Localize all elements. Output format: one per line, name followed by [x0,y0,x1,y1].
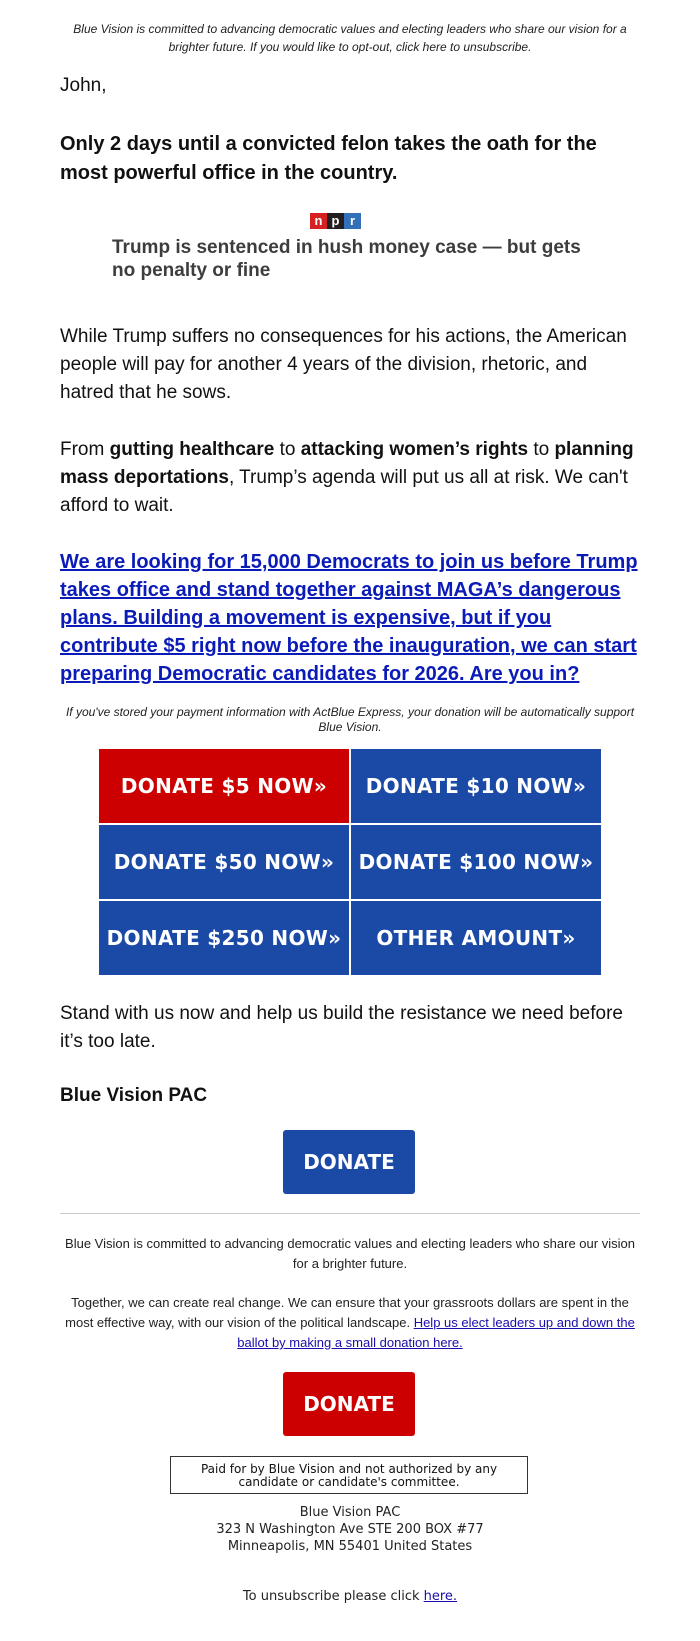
npr-logo [310,213,361,229]
actblue-note: If you've stored your payment information with ActBlue Express, your donation will be automatically support Blue Vision. [65,705,635,734]
footer-change-text [60,1293,640,1353]
para2-text3: to [528,439,555,460]
donate-50-button[interactable]: DONATE $50 NOW» [99,825,349,899]
greeting: John, [60,75,107,96]
footer-change-body: Together, we can create real change. We can ensure that your grassroots dollars are spent in the most effective way, with our vision of the political landscape. [65,1295,629,1330]
donate-10-button[interactable]: DONATE $10 NOW» [351,749,601,823]
other-amount-button[interactable]: OTHER AMOUNT» [351,901,601,975]
unsubscribe-link[interactable]: here. [423,1589,458,1604]
npr-logo-p: p [327,213,344,229]
paragraph-consequences: While Trump suffers no consequences for his actions, the American people will pay for another 4 years of the division, rhetoric, and hatred that he sows. [60,326,627,403]
npr-logo-n: n [310,213,327,229]
headline: Only 2 days until a convicted felon takes the oath for the most powerful office in the country. [60,133,597,184]
para2-text1: From [60,439,110,460]
donate-5-button[interactable]: DONATE $5 NOW» [99,749,349,823]
donate-100-button[interactable]: DONATE $100 NOW» [351,825,601,899]
divider [60,1213,640,1214]
signature: Blue Vision PAC [60,1085,208,1106]
para2-bold-healthcare: gutting healthcare [109,439,275,460]
para2-bold-deportations: planning mass deportations [60,439,634,488]
footer-mission-text: Blue Vision is committed to advancing democratic values and electing leaders who share our vision for a brighter future. [65,1236,635,1271]
donate-250-button[interactable]: DONATE $250 NOW» [99,901,349,975]
donate-button-blue[interactable]: DONATE [283,1130,415,1194]
npr-headline: Trump is sentenced in hush money case — but gets no penalty or fine [112,237,581,281]
para2-bold-womens-rights: attacking women’s rights [300,439,529,460]
para2-text4: , Trump’s agenda will put us all at risk. We can't afford to wait. [60,467,628,516]
donate-button-red[interactable]: DONATE [283,1372,415,1436]
para2-text2: to [274,439,301,460]
address-line-2: 323 N Washington Ave STE 200 BOX #77 [216,1522,484,1537]
stand-with-us-text: Stand with us now and help us build the resistance we need before it’s too late. [60,1003,623,1052]
preheader-text: Blue Vision is committed to advancing democratic values and electing leaders who share our vision for a brighter future. If you would like to opt-out, click here to unsubscribe. [73,22,627,54]
unsubscribe-text: To unsubscribe please click [242,1589,424,1604]
paragraph-agenda [60,436,640,520]
unsubscribe-line [100,1589,600,1604]
npr-logo-r: r [344,213,361,229]
donate-amount-grid [99,749,601,975]
mailing-address [100,1504,600,1555]
footer-donation-link[interactable]: Help us elect leaders up and down the ballot by making a small donation here. [237,1315,635,1350]
address-line-3: Minneapolis, MN 55401 United States [227,1539,473,1554]
paid-for-disclaimer: Paid for by Blue Vision and not authorized by any candidate or candidate's committee. [170,1456,528,1494]
address-line-1: Blue Vision PAC [299,1505,401,1520]
cta-donate-link[interactable]: We are looking for 15,000 Democrats to join us before Trump takes office and stand together against MAGA’s dangerous plans. Building a movement is expensive, but if you contribute $5 right now before the inauguration, we can start preparing Democratic candidates for 2026. Are you in? [60,551,638,685]
